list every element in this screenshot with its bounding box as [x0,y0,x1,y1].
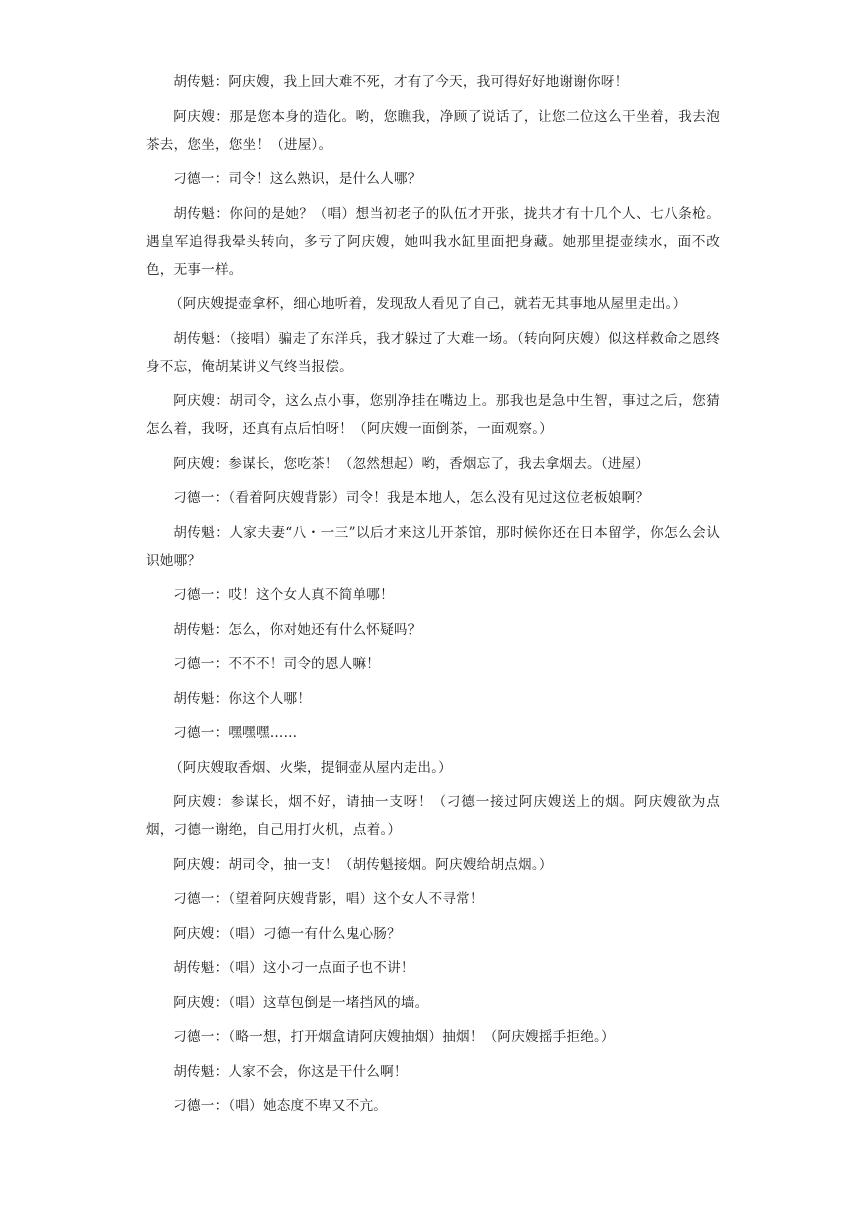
dialogue-line: 刁德一：（看着阿庆嫂背影）司令！我是本地人，怎么没有见过这位老板娘啊？ [173,490,650,506]
dialogue-line: 阿庆嫂：（唱）这草包倒是一堵挡风的墙。 [173,994,429,1011]
dialogue-line: 胡传魁：人家不会，你这是干什么啊！ [173,1063,408,1080]
dialogue-line: 阿庆嫂：参谋长，烟不好，请抽一支呀！（刁德一接过阿庆嫂送上的烟。阿庆嫂欲为点烟，刁德一谢绝，自己用打火机，点着。） [146,794,720,838]
dialogue-line: 刁德一：不不不！司令的恩人嘛！ [173,656,381,672]
dialogue-line: 刁德一：嘿嘿嘿…… [173,725,298,741]
dialogue-line: 胡传魁：你这个人哪！ [173,690,312,707]
dialogue-line: 刁德一：（唱）她态度不卑又不亢。 [173,1098,388,1114]
dialogue-line: 阿庆嫂：（唱）刁德一有什么鬼心肠？ [173,925,401,942]
dialogue-line: 胡传魁：怎么，你对她还有什么怀疑吗？ [173,621,422,638]
dialogue-line: 刁德一：（略一想，打开烟盒请阿庆嫂抽烟）抽烟！（阿庆嫂摇手拒绝。） [173,1029,615,1045]
dialogue-line: 阿庆嫂：胡司令，这么点小事，您别净挂在嘴边上。那我也是急中生智，事过之后，您猜怎么着，我呀，还真有点后怕呀！（阿庆嫂一面倒茶，一面观察。） [146,393,720,437]
dialogue-line: 阿庆嫂：那是您本身的造化。哟，您瞧我，净顾了说话了，让您二位这么干坐着，我去泡茶去，您坐，您坐！（进屋）。 [146,108,720,153]
dialogue-line: 胡传魁：（接唱）骗走了东洋兵，我才躲过了大难一场。（转向阿庆嫂）似这样救命之恩终身不忘，俺胡某讲义气终当报偿。 [146,330,720,375]
dialogue-line: 胡传魁：（唱）这小刁一点面子也不讲！ [173,960,415,976]
dialogue-line: 阿庆嫂：胡司令，抽一支！（胡传魁接烟。阿庆嫂给胡点烟。） [173,856,553,873]
dialogue-line: 胡传魁：阿庆嫂，我上回大难不死，才有了今天，我可得好好地谢谢你呀！ [173,74,629,90]
dialogue-line: 刁德一：（望着阿庆嫂背影，唱）这个女人不寻常！ [173,891,484,907]
dialogue-line: 胡传魁：你问的是她？（唱）想当初老子的队伍才开张，拢共才有十几个人、七八条枪。遇皇军追得我晕头转向，多亏了阿庆嫂，她叫我水缸里面把身藏。她那里提壶续水，面不改色，无事一样。 [146,205,720,278]
dialogue-line: 阿庆嫂：参谋长，您吃茶！（忽然想起）哟，香烟忘了，我去拿烟去。（进屋） [173,455,650,472]
dialogue-line: 胡传魁：人家夫妻“八・一三”以后才来这儿开茶馆，那时候你还在日本留学，你怎么会认识她哪？ [146,524,720,569]
script-text [146,68,720,1127]
dialogue-line: 刁德一：司令！这么熟识，是什么人哪？ [173,171,422,187]
dialogue-line: 刁德一：哎！这个女人真不简单哪！ [173,587,394,603]
stage-direction: （阿庆嫂提壶拿杯，细心地听着，发现敌人看见了自己，就若无其事地从屋里走出。） [169,296,687,312]
stage-direction: （阿庆嫂取香烟、火柴，提铜壶从屋内走出。） [169,759,452,776]
